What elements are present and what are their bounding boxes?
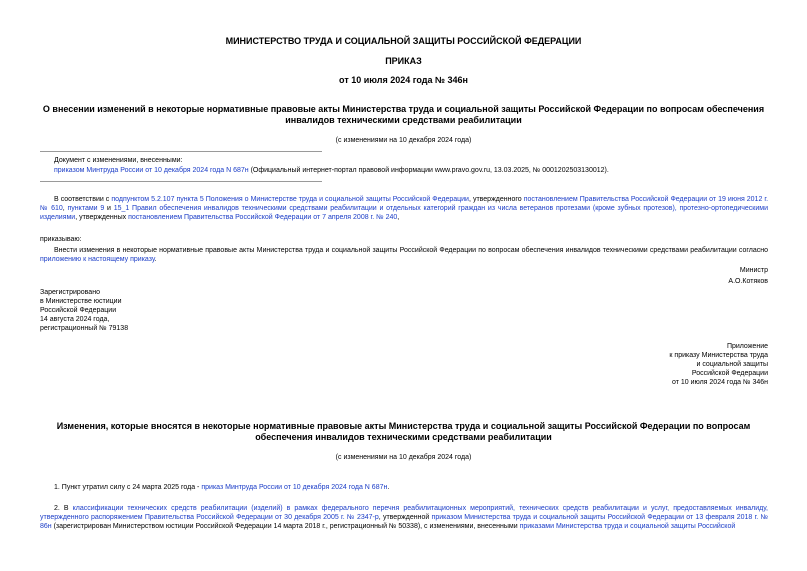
link-order-86[interactable]: приказом Министерства труда и социальной защиты Российской Федерации от 13 февраля 2018 г. № 86н <box>40 514 768 530</box>
appendix-ref-line: и социальной защиты <box>696 361 768 368</box>
document-date: от 10 июля 2024 года № 346н <box>339 75 468 85</box>
order-word: приказываю: <box>40 236 82 243</box>
item-text: 2. В <box>54 505 73 512</box>
appendix-ref-line: Российской Федерации <box>691 370 768 377</box>
item-text: (зарегистрирован Министерством юстиции Российской Федерации 14 марта 2018 г., регистрационный № 50338), с изменениями, внесенными <box>51 523 520 530</box>
item-text: , утвержденной <box>378 514 432 521</box>
preamble-text: , утвержденных <box>75 214 129 221</box>
registration-line: Российской Федерации <box>40 307 117 314</box>
ministry-heading: МИНИСТЕРСТВО ТРУДА И СОЦИАЛЬНОЙ ЗАЩИТЫ РОССИЙСКОЙ ФЕДЕРАЦИИ <box>225 36 582 46</box>
registration-line: Зарегистрировано <box>40 289 100 296</box>
link-appendix[interactable]: приложению к настоящему приказу <box>40 256 155 263</box>
registration-line: в Министерстве юстиции <box>40 298 122 305</box>
appendix-title: Изменения, которые вносятся в некоторые нормативные правовые акты Министерства труда и социальной защиты Российской Федерации по вопросам обеспечения инвалидов техническими средствами реабилитации <box>56 421 751 442</box>
operative-paragraph <box>40 246 768 264</box>
operative-text: . <box>154 256 157 263</box>
appendix-reference <box>669 342 768 387</box>
link-regulation-ministry[interactable]: подпунктом 5.2.107 пункта 5 Положения о Министерстве труда и социальной защиты Российской Федерации <box>111 196 469 203</box>
preamble-paragraph <box>40 195 768 222</box>
link-items-9[interactable]: пунктами 9 <box>67 205 105 212</box>
link-resolution-240[interactable]: постановлением Правительства Российской Федерации от 7 апреля 2008 г. № 240 <box>128 214 398 221</box>
preamble-text: и <box>104 205 114 212</box>
link-amending-orders[interactable]: приказами Министерства труда и социальной защиты Российской <box>519 523 736 530</box>
link-rules-15-1[interactable]: 15_1 Правил обеспечения инвалидов техническими средствами реабилитации и отдельных категорий граждан из числа ветеранов протезами (кроме зубных протезов), протезно-ортопедическими изделиями <box>40 205 768 221</box>
preamble-text: , <box>397 214 400 221</box>
appendix-item-1 <box>54 483 768 492</box>
amend-label: Документ с изменениями, внесенными: <box>54 157 183 164</box>
registration-line: 14 августа 2024 года, <box>40 316 110 323</box>
link-resolution-610[interactable]: постановлением Правительства Российской Федерации от 19 июня 2012 г. № 610 <box>40 196 769 212</box>
appendix-ref-line: Приложение <box>726 343 768 350</box>
document-title: О внесении изменений в некоторые нормативные правовые акты Министерства труда и социальной защиты Российской Федерации по вопросам обеспечения инвалидов техническими средствами реабилитации <box>42 104 765 125</box>
appendix-amended-note: (с изменениями на 10 декабря 2024 года) <box>335 454 472 461</box>
appendix-ref-line: от 10 июля 2024 года № 346н <box>671 379 768 386</box>
appendix-item-2 <box>40 504 768 531</box>
item-text: . <box>387 484 390 491</box>
link-order-687[interactable]: приказ Минтруда России от 10 декабря 2024 года N 687н <box>201 484 388 491</box>
registration-line: регистрационный № 79138 <box>40 325 129 332</box>
registration-block <box>40 288 128 333</box>
preamble-text: , утвержденного <box>468 196 524 203</box>
amended-note: (с изменениями на 10 декабря 2024 года) <box>335 137 472 144</box>
rule-bottom <box>40 181 322 182</box>
amend-source: (Официальный интернет-портал правовой информации www.pravo.gov.ru, 13.03.2025, № 0001202503130012). <box>248 167 609 174</box>
link-classification[interactable]: классификации технических средств реабилитации (изделий) в рамках федерального перечня реабилитационных мероприятий, технических средств реабилитации и услуг, предоставляемых инвалиду, утвержденного распоряжением Правительства Российской Федерации от 30 декабря 2005 г. № 2347-р <box>40 505 768 521</box>
preamble-text: В соответствии с <box>54 196 112 203</box>
signature-name: А.О.Котяков <box>728 278 768 285</box>
amend-line <box>54 166 774 175</box>
appendix-ref-line: к приказу Министерства труда <box>669 352 768 359</box>
amend-link[interactable]: приказом Минтруда России от 10 декабря 2024 года N 687н <box>54 167 249 174</box>
item-text: 1. Пункт утратил силу с 24 марта 2025 года - <box>54 484 202 491</box>
operative-text: Внести изменения в некоторые нормативные правовые акты Министерства труда и социальной защиты Российской Федерации по вопросам обеспечения инвалидов техническими средствами реабилитации согласно <box>54 247 768 254</box>
signature-title: Министр <box>739 267 768 274</box>
rule-top <box>40 151 322 152</box>
document-type: ПРИКАЗ <box>385 56 422 66</box>
preamble-text: , <box>62 205 68 212</box>
